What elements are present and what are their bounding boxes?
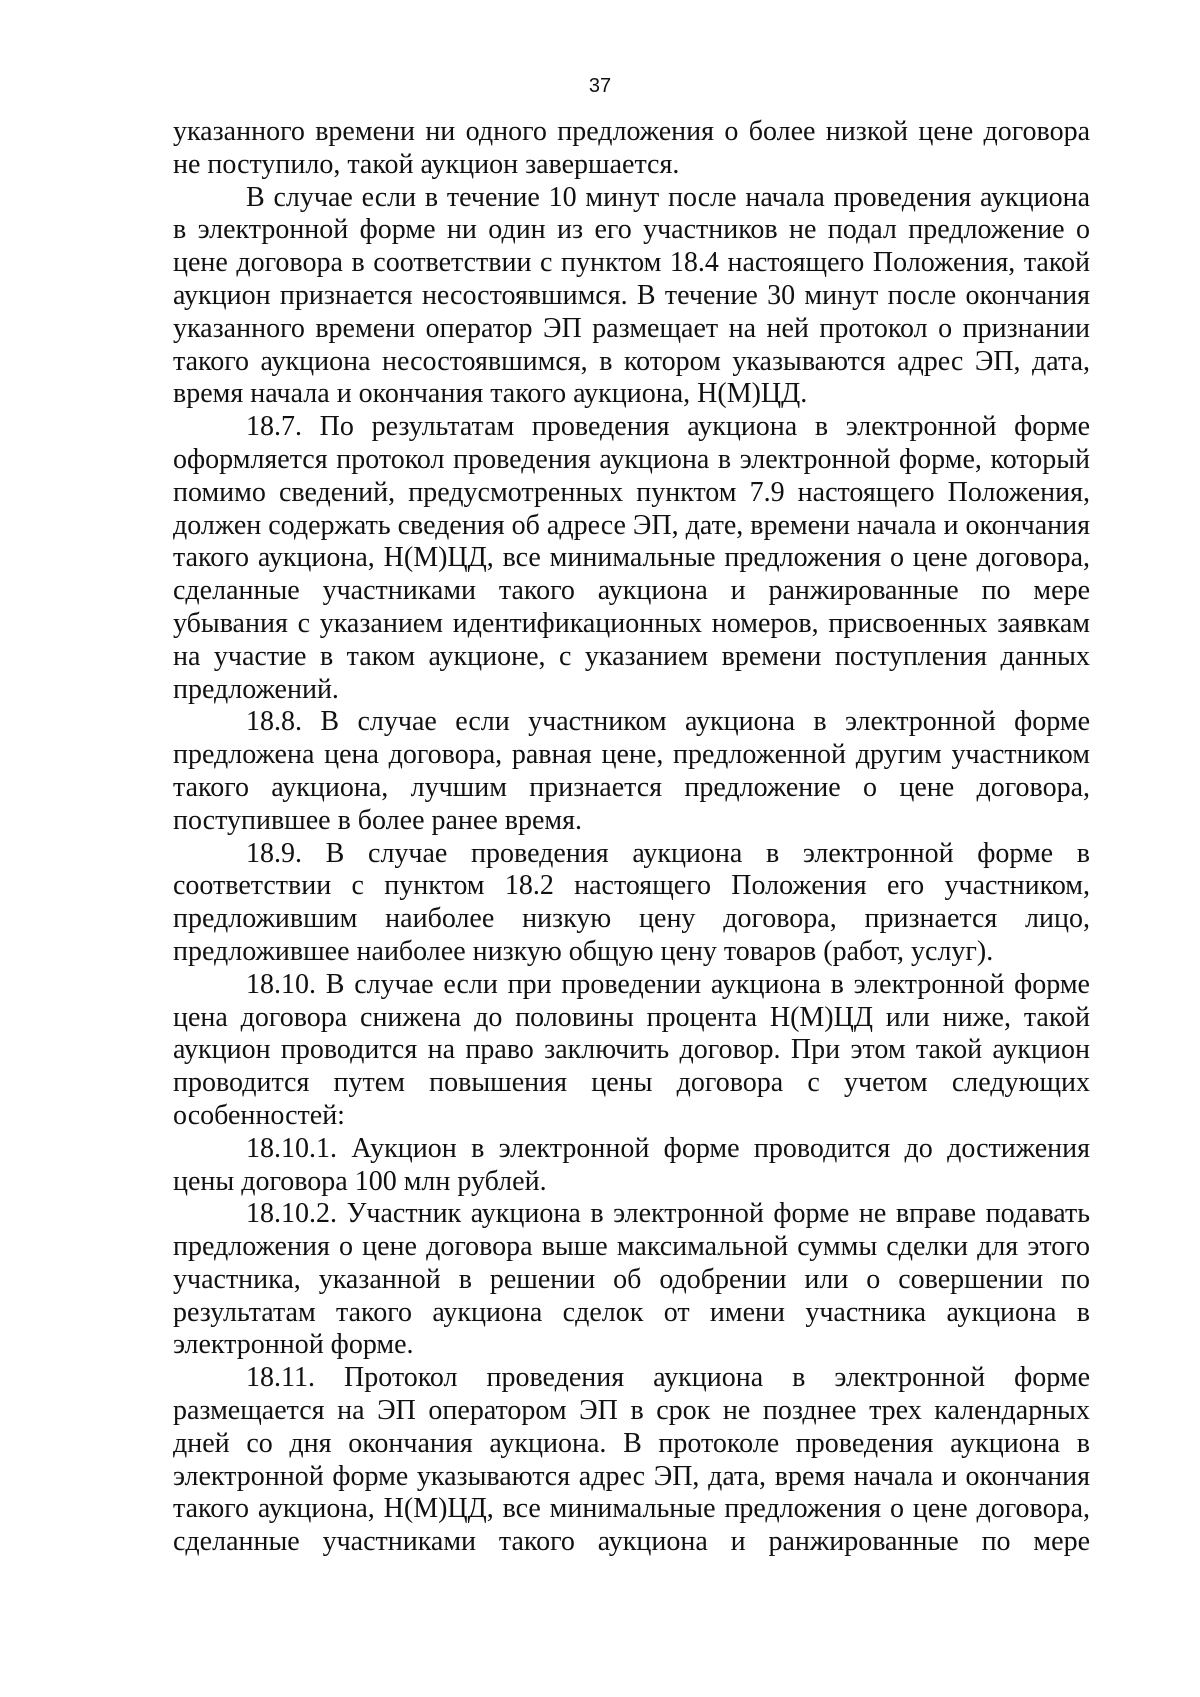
paragraph-continued: указанного времени ни одного предложения о более низкой цене договора не поступило, такой аукцион завершается. <box>173 116 1090 180</box>
paragraph-18-10: 18.10. В случае если при проведении аукциона в электронной форме цена договора снижена до половины процента Н(М)ЦД или ниже, такой аукцион проводится на право заключить договор. При этом такой аукцион проводится путем повышения цены договора с учетом следующих особенностей: <box>173 968 1090 1131</box>
document-body <box>173 116 1090 1559</box>
paragraph-18-9: 18.9. В случае проведения аукциона в электронной форме в соответствии с пунктом 18.2 настоящего Положения его участником, предложившим наиболее низкую цену договора, признается лицо, предложившее наиболее низкую общую цену товаров (работ, услуг). <box>173 837 1090 967</box>
paragraph-18-11: 18.11. Протокол проведения аукциона в электронной форме размещается на ЭП оператором ЭП в срок не позднее трех календарных дней со дня окончания аукциона. В протоколе проведения аукциона в электронной форме указываются адрес ЭП, дата, время начала и окончания такого аукциона, Н(М)ЦД, все минимальные предложения о цене договора, сделанные участниками такого аукциона и ранжированные по мере <box>173 1362 1090 1558</box>
page-number: 37 <box>588 75 612 97</box>
paragraph-18-8: 18.8. В случае если участником аукциона в электронной форме предложена цена договора, равная цене, предложенной другим участником такого аукциона, лучшим признается предложение о цене договора, поступившее в более ранее время. <box>173 706 1090 836</box>
paragraph-18-7: 18.7. По результатам проведения аукциона в электронной форме оформляется протокол проведения аукциона в электронной форме, который помимо сведений, предусмотренных пунктом 7.9 настоящего Положения, должен содержать сведения об адресе ЭП, дате, времени начала и окончания такого аукциона, Н(М)ЦД, все минимальные предложения о цене договора, сделанные участниками такого аукциона и ранжированные по мере убывания с указанием идентификационных номеров, присвоенных заявкам на участие в таком аукционе, с указанием времени поступления данных предложений. <box>173 411 1090 705</box>
paragraph-18-10-1: 18.10.1. Аукцион в электронной форме проводится до достижения цены договора 100 млн рублей. <box>173 1132 1090 1197</box>
paragraph-auction-failed: В случае если в течение 10 минут после начала проведения аукциона в электронной форме ни один из его участников не подал предложение о цене договора в соответствии с пунктом 18.4 настоящего Положения, такой аукцион признается несостоявшимся. В течение 30 минут после окончания указанного времени оператор ЭП размещает на ней протокол о признании такого аукциона несостоявшимся, в котором указываются адрес ЭП, дата, время начала и окончания такого аукциона, Н(М)ЦД. <box>173 181 1090 410</box>
paragraph-18-10-2: 18.10.2. Участник аукциона в электронной форме не вправе подавать предложения о цене договора выше максимальной суммы сделки для этого участника, указанной в решении об одобрении или о совершении по результатам такого аукциона сделок от имени участника аукциона в электронной форме. <box>173 1198 1090 1361</box>
